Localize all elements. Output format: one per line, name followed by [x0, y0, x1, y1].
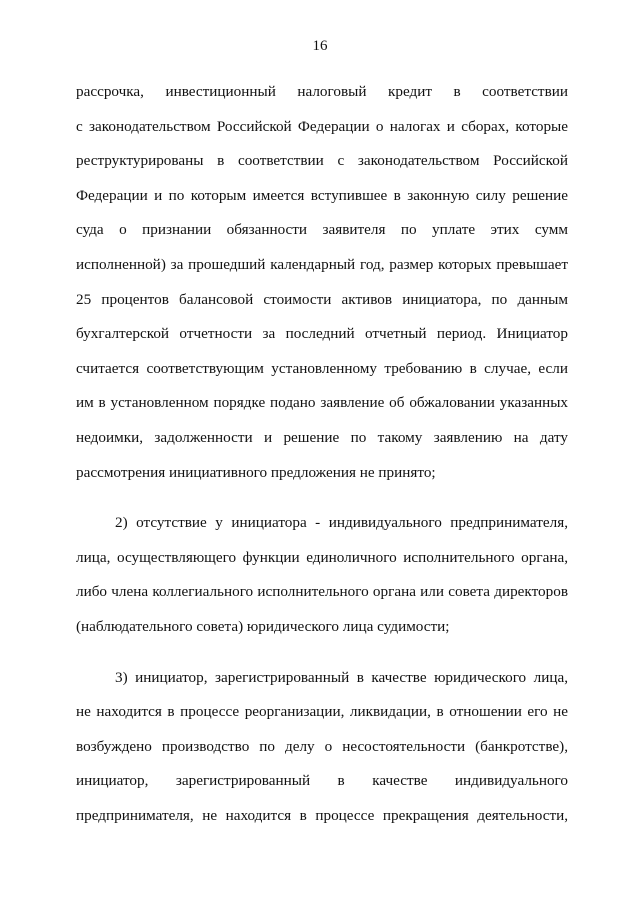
paragraph-item-2 — [76, 506, 568, 644]
text-line: недоимки, задолженности и решение по такому заявлению на дату — [76, 428, 568, 446]
text-line: не находится в процессе реорганизации, ликвидации, в отношении его не — [76, 703, 568, 721]
text-line: рассмотрения инициативного предложения не принято; — [76, 463, 436, 481]
text-line: считается соответствующим установленному требованию в случае, если — [76, 359, 568, 377]
text-line: 2) отсутствие у инициатора - индивидуального предпринимателя, — [115, 514, 568, 532]
paragraph-item-3 — [76, 661, 568, 834]
text-line: с законодательством Российской Федерации о налогах и сборах, которые — [76, 117, 568, 135]
text-line: суда о признании обязанности заявителя по уплате этих сумм — [76, 221, 568, 239]
document-body — [76, 75, 568, 833]
paragraph-continuation — [76, 75, 568, 490]
text-line: лица, осуществляющего функции единоличного исполнительного органа, — [76, 548, 568, 566]
text-line: 25 процентов балансовой стоимости активов инициатора, по данным — [76, 290, 568, 308]
text-line: рассрочка, инвестиционный налоговый кредит в соответствии — [76, 83, 568, 100]
text-line: либо члена коллегиального исполнительного органа или совета директоров — [76, 583, 568, 601]
text-line: предпринимателя, не находится в процессе прекращения деятельности, — [76, 806, 568, 824]
text-line: возбуждено производство по делу о несостоятельности (банкротстве), — [76, 737, 568, 755]
text-line: им в установленном порядке подано заявление об обжаловании указанных — [76, 394, 568, 412]
text-line: Федерации и по которым имеется вступившее в законную силу решение — [76, 186, 568, 204]
text-line: 3) инициатор, зарегистрированный в качестве юридического лица, — [115, 668, 568, 686]
text-line: исполненной) за прошедший календарный год, размер которых превышает — [76, 255, 568, 273]
text-line: инициатор, зарегистрированный в качестве индивидуального — [76, 772, 568, 790]
text-line: бухгалтерской отчетности за последний отчетный период. Инициатор — [76, 325, 568, 343]
text-line: реструктурированы в соответствии с законодательством Российской — [76, 152, 568, 170]
text-line: (наблюдательного совета) юридического лица судимости; — [76, 617, 450, 635]
page-number: 16 — [312, 38, 328, 54]
